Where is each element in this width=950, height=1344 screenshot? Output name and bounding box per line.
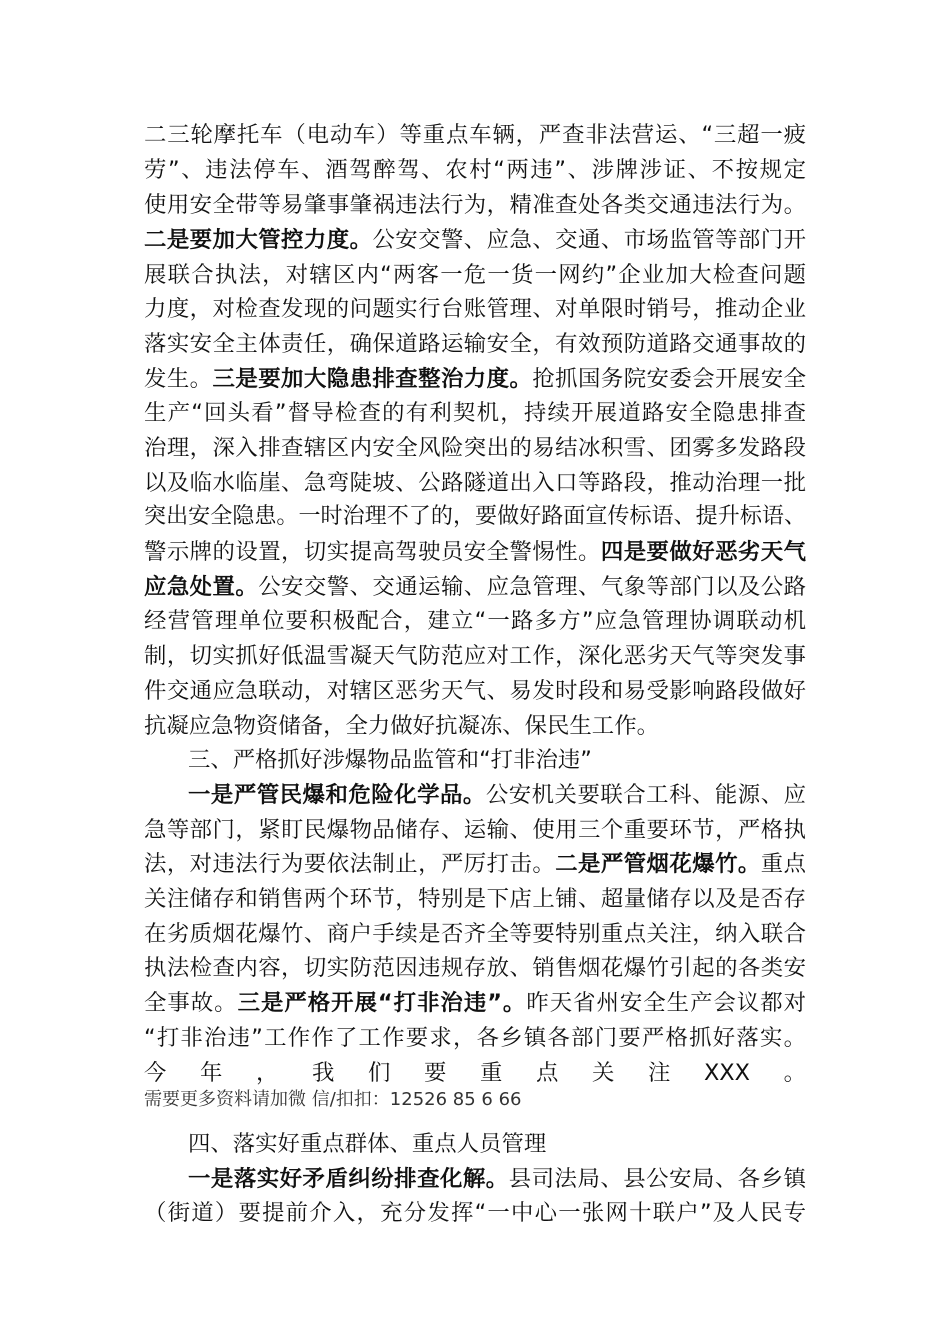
text-run: 以及临水临崖、急弯陡坡、公路隧道出入口等路段，推动治理一批 <box>144 470 806 496</box>
text-line <box>144 431 806 465</box>
bold-phrase: 二是要加大管控力度。 <box>144 227 373 253</box>
text-line <box>144 917 806 951</box>
text-run: 关注储存和销售两个环节，特别是下店上铺、超量储存以及是否存 <box>144 886 806 912</box>
text-line <box>144 292 806 326</box>
text-run: 在劣质烟花爆竹、商户手续是否齐全等要特别重点关注，纳入联合 <box>144 921 806 947</box>
text-line <box>188 778 806 812</box>
text-run: 全事故。 <box>144 990 238 1016</box>
text-run: 急等部门，紧盯民爆物品储存、运输、使用三个重要环节，严格执 <box>144 817 806 843</box>
text-run: 经营管理单位要积极配合，建立“一路多方”应急管理协调联动机 <box>144 608 806 634</box>
text-line <box>144 188 806 222</box>
text-line <box>144 951 806 985</box>
text-line <box>144 362 806 396</box>
bold-phrase: 四是要做好恶劣天气 <box>600 539 807 565</box>
text-line <box>144 1196 806 1230</box>
text-run: 公安交警、交通运输、应急管理、气象等部门以及公路 <box>258 574 807 600</box>
text-line <box>144 709 806 743</box>
bold-phrase: 二是严管烟花爆竹。 <box>555 851 761 877</box>
text-run: 昨天省州安全生产会议都对 <box>526 990 807 1016</box>
text-run: 生产“回头看”督导检查的有利契机，持续开展道路安全隐患排查 <box>144 400 806 426</box>
text-line <box>144 604 806 638</box>
text-run: 县司法局、县公安局、各乡镇 <box>508 1166 807 1192</box>
text-line <box>144 258 806 292</box>
section-heading <box>188 1127 806 1161</box>
text-line <box>144 466 806 500</box>
text-run: 力度，对检查发现的问题实行台账管理、对单限时销号，推动企业 <box>144 296 806 322</box>
text-run: 今年，我们要重点关注XXX。 <box>144 1060 806 1086</box>
text-run: “打非治违”工作作了工作要求，各乡镇各部门要严格抓好落实。 <box>144 1025 806 1051</box>
text-line <box>144 1021 806 1055</box>
text-run: 法，对违法行为要依法制止，严厉打击。 <box>144 851 556 877</box>
text-run: 执法检查内容，切实防范因违规存放、销售烟花爆竹引起的各类安 <box>144 955 806 981</box>
text-line <box>144 639 806 673</box>
text-line <box>144 674 806 708</box>
text-run: 件交通应急联动，对辖区恶劣天气、易发时段和易受影响路段做好 <box>144 678 806 704</box>
text-run: 展联合执法，对辖区内“两客一危一货一网约”企业加大检查问题 <box>144 262 806 288</box>
text-run: 警示牌的设置，切实提高驾驶员安全警惕性。 <box>144 539 601 565</box>
text-run: 三、严格抓好涉爆物品监管和“打非治违” <box>188 747 592 773</box>
text-run: 落实安全主体责任，确保道路运输安全，有效预防道路交通事故的 <box>144 331 806 357</box>
text-run: 治理，深入排查辖区内安全风险突出的易结冰积雪、团雾多发路段 <box>144 435 806 461</box>
text-line <box>144 500 806 534</box>
text-run: 公安机关要联合工科、能源、应 <box>485 782 807 808</box>
text-line <box>144 153 806 187</box>
text-line <box>144 118 806 152</box>
text-line <box>144 570 806 604</box>
text-line <box>144 1056 806 1090</box>
text-line <box>144 327 806 361</box>
text-line <box>188 1162 806 1196</box>
bold-phrase: 一是落实好矛盾纠纷排查化解。 <box>188 1166 509 1192</box>
text-run: （街道）要提前介入，充分发挥“一中心一张网十联户”及人民专 <box>144 1200 806 1226</box>
text-line <box>144 535 806 569</box>
text-run: 发生。 <box>144 366 213 392</box>
text-run: 四、落实好重点群体、重点人员管理 <box>188 1131 547 1157</box>
bold-phrase: 应急处置。 <box>144 574 259 600</box>
text-run: 公安交警、应急、交通、市场监管等部门开 <box>372 227 807 253</box>
text-line <box>144 223 806 257</box>
bold-phrase: 一是严管民爆和危险化学品。 <box>188 782 486 808</box>
text-line <box>144 882 806 916</box>
text-line <box>144 813 806 847</box>
section-heading <box>188 743 806 777</box>
text-run: 抗凝应急物资储备，全力做好抗凝冻、保民生工作。 <box>144 713 659 739</box>
contact-note: 需要更多资料请加微 信/扣扣：12526 85 6 66 <box>144 1089 522 1110</box>
text-line <box>144 847 806 881</box>
text-run: 劳”、违法停车、酒驾醉驾、农村“两违”、涉牌涉证、不按规定 <box>144 157 806 183</box>
bold-phrase: 三是严格开展“打非治违”。 <box>237 990 527 1016</box>
text-run: 重点 <box>760 851 807 877</box>
bold-phrase: 三是要加大隐患排查整治力度。 <box>212 366 533 392</box>
text-line <box>144 986 806 1020</box>
text-run: 使用安全带等易肇事肇祸违法行为，精准查处各类交通违法行为。 <box>144 192 806 218</box>
text-run: 突出安全隐患。一时治理不了的，要做好路面宣传标语、提升标语、 <box>144 504 806 529</box>
text-run: 抢抓国务院安委会开展安全 <box>532 366 807 392</box>
text-run: 二三轮摩托车（电动车）等重点车辆，严查非法营运、“三超一疲 <box>144 122 806 148</box>
text-line <box>144 396 806 430</box>
text-run: 制，切实抓好低温雪凝天气防范应对工作，深化恶劣天气等突发事 <box>144 643 806 669</box>
